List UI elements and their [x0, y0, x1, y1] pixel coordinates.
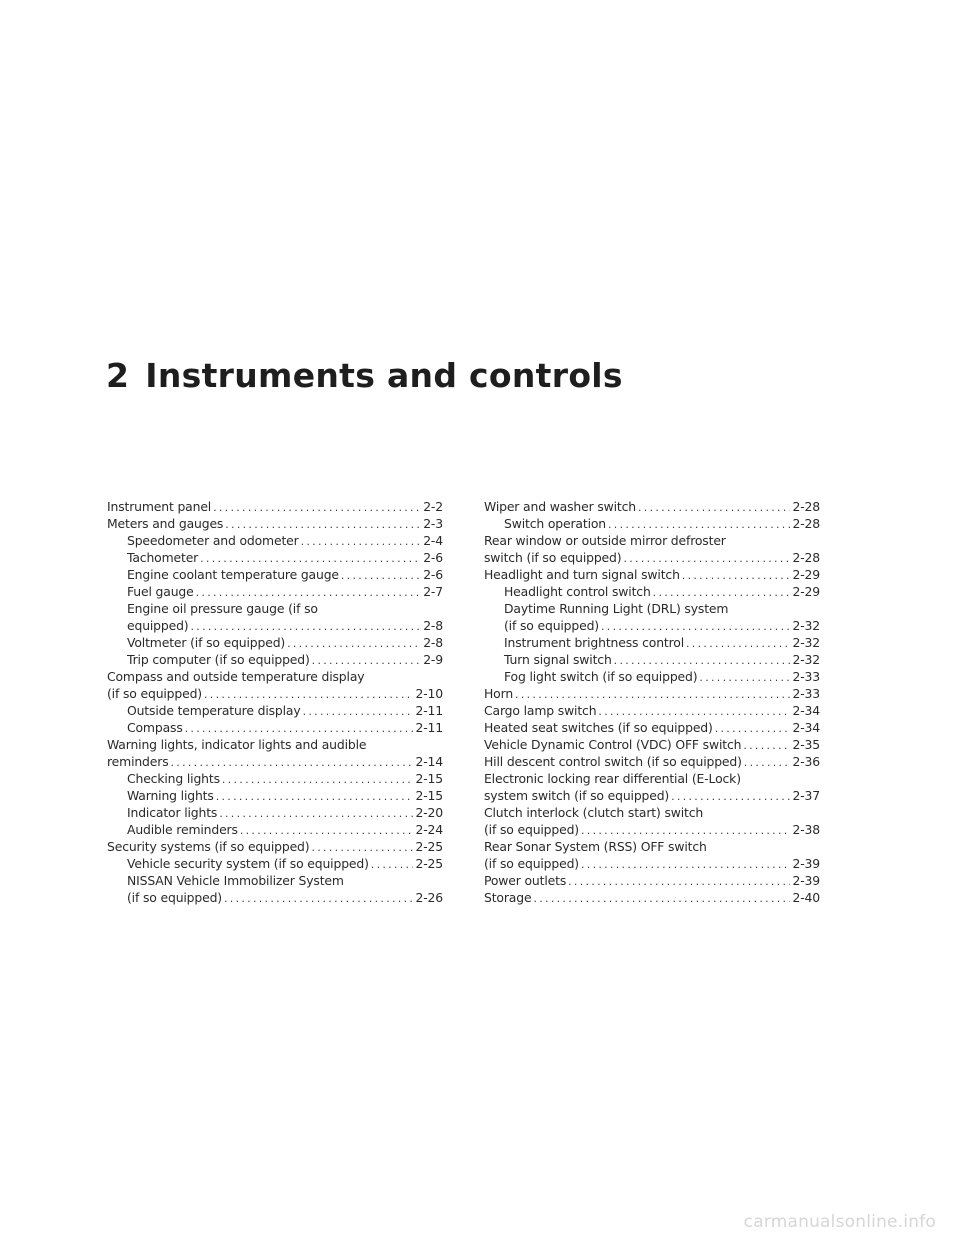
- toc-entry-label: switch (if so equipped): [484, 550, 622, 565]
- toc-leader-dots: [287, 635, 421, 652]
- toc-entry: [107, 600, 443, 617]
- toc-entry-page: 2-8: [423, 618, 443, 633]
- toc-entry-label: NISSAN Vehicle Immobilizer System: [127, 873, 344, 888]
- toc-entry-label: Switch operation: [504, 516, 606, 531]
- toc-leader-dots: [533, 890, 790, 907]
- toc-entry-label: Vehicle Dynamic Control (VDC) OFF switch: [484, 737, 742, 752]
- toc-entry-page: 2-32: [792, 652, 820, 667]
- toc-leader-dots: [240, 822, 414, 839]
- toc-entry-label: Warning lights, indicator lights and audible: [107, 737, 367, 752]
- toc-entry-page: 2-9: [423, 652, 443, 667]
- toc-leader-dots: [601, 618, 790, 635]
- toc-entry-label: Voltmeter (if so equipped): [127, 635, 286, 650]
- toc-entry[interactable]: [484, 651, 820, 668]
- toc-leader-dots: [653, 584, 791, 601]
- toc-leader-dots: [191, 618, 422, 635]
- toc-entry[interactable]: [484, 566, 820, 583]
- toc-entry[interactable]: [107, 804, 443, 821]
- toc-right-column: [484, 498, 820, 906]
- toc-entry-label: Outside temperature display: [127, 703, 301, 718]
- toc-leader-dots: [303, 703, 414, 720]
- toc-entry[interactable]: [484, 583, 820, 600]
- toc-entry[interactable]: [484, 702, 820, 719]
- toc-entry-page: 2-33: [792, 686, 820, 701]
- toc-entry[interactable]: [107, 549, 443, 566]
- toc-entry-page: 2-2: [423, 499, 443, 514]
- toc-entry[interactable]: [107, 515, 443, 532]
- toc-entry-page: 2-28: [792, 550, 820, 565]
- toc-entry[interactable]: [107, 566, 443, 583]
- toc-leader-dots: [225, 516, 421, 533]
- toc-entry-label: Checking lights: [127, 771, 220, 786]
- toc-leader-dots: [743, 737, 790, 754]
- toc-entry-label: Indicator lights: [127, 805, 218, 820]
- toc-leader-dots: [371, 856, 414, 873]
- watermark: carmanualsonline.info: [743, 1212, 936, 1232]
- toc-leader-dots: [744, 754, 791, 771]
- toc-entry-page: 2-8: [423, 635, 443, 650]
- toc-entry-label: Turn signal switch: [504, 652, 612, 667]
- toc-entry[interactable]: [107, 838, 443, 855]
- toc-entry-label: (if so equipped): [504, 618, 599, 633]
- toc-entry[interactable]: [484, 872, 820, 889]
- toc-leader-dots: [341, 567, 421, 584]
- toc-entry[interactable]: [107, 821, 443, 838]
- toc-entry-page: 2-3: [423, 516, 443, 531]
- toc-entry-label: Storage: [484, 890, 532, 905]
- toc-entry[interactable]: [107, 685, 443, 702]
- toc-entry-label: Fog light switch (if so equipped): [504, 669, 698, 684]
- toc-entry[interactable]: [484, 685, 820, 702]
- toc-entry-page: 2-26: [415, 890, 443, 905]
- toc-entry-page: 2-28: [792, 499, 820, 514]
- toc-entry-page: 2-32: [792, 635, 820, 650]
- toc-leader-dots: [715, 720, 791, 737]
- toc-entry: [484, 804, 820, 821]
- toc-left-column: [107, 498, 443, 906]
- toc-entry-label: (if so equipped): [484, 822, 579, 837]
- toc-entry-label: equipped): [127, 618, 189, 633]
- toc-entry-page: 2-29: [792, 584, 820, 599]
- toc-entry-label: Power outlets: [484, 873, 567, 888]
- toc-entry-label: Rear window or outside mirror defroster: [484, 533, 726, 548]
- toc-leader-dots: [623, 550, 790, 567]
- toc-leader-dots: [686, 635, 790, 652]
- toc-entry-page: 2-37: [792, 788, 820, 803]
- toc-leader-dots: [301, 533, 422, 550]
- toc-entry[interactable]: [484, 549, 820, 566]
- toc-entry-label: Instrument brightness control: [504, 635, 685, 650]
- toc-leader-dots: [196, 584, 422, 601]
- toc-entry[interactable]: [484, 855, 820, 872]
- toc-entry[interactable]: [484, 634, 820, 651]
- toc-leader-dots: [224, 890, 413, 907]
- toc-entry-page: 2-11: [415, 703, 443, 718]
- toc-entry-page: 2-11: [415, 720, 443, 735]
- toc-entry-label: Speedometer and odometer: [127, 533, 299, 548]
- toc-entry-label: Meters and gauges: [107, 516, 224, 531]
- toc-entry-page: 2-34: [792, 720, 820, 735]
- toc-entry-label: Trip computer (if so equipped): [127, 652, 310, 667]
- toc-entry-label: Clutch interlock (clutch start) switch: [484, 805, 704, 820]
- toc-entry: [107, 736, 443, 753]
- toc-leader-dots: [200, 550, 421, 567]
- toc-entry[interactable]: [107, 634, 443, 651]
- toc-entry-label: Compass and outside temperature display: [107, 669, 365, 684]
- toc-entry-page: 2-6: [423, 567, 443, 582]
- toc-entry-label: Vehicle security system (if so equipped): [127, 856, 369, 871]
- toc-entry-page: 2-39: [792, 873, 820, 888]
- toc-entry-page: 2-15: [415, 788, 443, 803]
- toc-entry: [107, 872, 443, 889]
- toc-entry-page: 2-39: [792, 856, 820, 871]
- toc-leader-dots: [614, 652, 791, 669]
- toc-entry[interactable]: [484, 617, 820, 634]
- toc-entry-page: 2-7: [423, 584, 443, 599]
- toc-leader-dots: [213, 499, 421, 516]
- toc-entry-label: Headlight and turn signal switch: [484, 567, 680, 582]
- toc-entry: [484, 838, 820, 855]
- toc-leader-dots: [515, 686, 790, 703]
- toc-entry[interactable]: [107, 855, 443, 872]
- toc-entry-page: 2-15: [415, 771, 443, 786]
- toc-leader-dots: [608, 516, 790, 533]
- toc-leader-dots: [171, 754, 414, 771]
- toc-leader-dots: [581, 822, 790, 839]
- toc-leader-dots: [638, 499, 790, 516]
- toc-entry-label: (if so equipped): [107, 686, 202, 701]
- chapter-title: [106, 356, 623, 395]
- chapter-title-text: Instruments and controls: [145, 356, 623, 395]
- toc-entry-page: 2-32: [792, 618, 820, 633]
- toc-entry: [484, 770, 820, 787]
- toc-entry-label: Electronic locking rear differential (E-Lock): [484, 771, 741, 786]
- toc-entry[interactable]: [107, 498, 443, 515]
- toc-entry-page: 2-28: [792, 516, 820, 531]
- toc-entry-page: 2-35: [792, 737, 820, 752]
- toc-leader-dots: [598, 703, 790, 720]
- toc-entry-label: Warning lights: [127, 788, 214, 803]
- toc-entry-label: (if so equipped): [484, 856, 579, 871]
- toc-leader-dots: [216, 788, 414, 805]
- toc-entry: [107, 668, 443, 685]
- toc-entry-label: Cargo lamp switch: [484, 703, 597, 718]
- toc-entry[interactable]: [484, 821, 820, 838]
- toc-entry-label: Rear Sonar System (RSS) OFF switch: [484, 839, 707, 854]
- toc-leader-dots: [222, 771, 414, 788]
- toc-entry-page: 2-14: [415, 754, 443, 769]
- toc-entry[interactable]: [107, 719, 443, 736]
- toc-entry-label: (if so equipped): [127, 890, 222, 905]
- toc-entry[interactable]: [484, 736, 820, 753]
- toc-entry-label: Hill descent control switch (if so equipped): [484, 754, 742, 769]
- toc-leader-dots: [682, 567, 791, 584]
- toc-entry-page: 2-24: [415, 822, 443, 837]
- toc-leader-dots: [312, 652, 422, 669]
- toc-entry-label: Heated seat switches (if so equipped): [484, 720, 713, 735]
- toc-entry-page: 2-20: [415, 805, 443, 820]
- toc-entry[interactable]: [107, 532, 443, 549]
- toc-entry-label: Engine coolant temperature gauge: [127, 567, 339, 582]
- toc-leader-dots: [699, 669, 790, 686]
- toc-entry[interactable]: [484, 515, 820, 532]
- toc-leader-dots: [671, 788, 790, 805]
- toc-entry-page: 2-4: [423, 533, 443, 548]
- toc-entry-label: Audible reminders: [127, 822, 238, 837]
- toc-entry[interactable]: [484, 753, 820, 770]
- toc-entry[interactable]: [484, 889, 820, 906]
- toc-entry[interactable]: [107, 583, 443, 600]
- toc-entry-label: system switch (if so equipped): [484, 788, 670, 803]
- toc-entry-page: 2-10: [415, 686, 443, 701]
- toc-entry-label: Engine oil pressure gauge (if so: [127, 601, 318, 616]
- toc-leader-dots: [219, 805, 413, 822]
- toc-entry[interactable]: [107, 770, 443, 787]
- toc-entry[interactable]: [107, 787, 443, 804]
- toc-entry-page: 2-34: [792, 703, 820, 718]
- toc-entry-page: 2-25: [415, 856, 443, 871]
- toc-entry[interactable]: [107, 889, 443, 906]
- toc-entry-label: Daytime Running Light (DRL) system: [504, 601, 729, 616]
- toc-entry-page: 2-33: [792, 669, 820, 684]
- toc-entry: [484, 532, 820, 549]
- toc-entry-page: 2-36: [792, 754, 820, 769]
- toc-entry: [484, 600, 820, 617]
- toc-entry-label: Horn: [484, 686, 514, 701]
- toc-entry-page: 2-38: [792, 822, 820, 837]
- toc-leader-dots: [581, 856, 790, 873]
- toc-entry[interactable]: [107, 617, 443, 634]
- toc-entry-label: Fuel gauge: [127, 584, 194, 599]
- toc-entry[interactable]: [107, 651, 443, 668]
- toc-entry[interactable]: [107, 753, 443, 770]
- toc-entry-label: reminders: [107, 754, 169, 769]
- toc-leader-dots: [311, 839, 413, 856]
- toc-entry-label: Instrument panel: [107, 499, 212, 514]
- toc-entry-page: 2-40: [792, 890, 820, 905]
- toc-leader-dots: [204, 686, 413, 703]
- toc-entry-label: Headlight control switch: [504, 584, 651, 599]
- toc-entry-label: Security systems (if so equipped): [107, 839, 310, 854]
- toc-entry[interactable]: [484, 719, 820, 736]
- toc-entry-label: Wiper and washer switch: [484, 499, 636, 514]
- toc-entry-label: Tachometer: [127, 550, 199, 565]
- toc-entry-page: 2-6: [423, 550, 443, 565]
- toc-leader-dots: [568, 873, 790, 890]
- toc-entry-label: Compass: [127, 720, 183, 735]
- toc-leader-dots: [185, 720, 414, 737]
- toc-entry[interactable]: [107, 702, 443, 719]
- toc-entry[interactable]: [484, 668, 820, 685]
- toc-entry-page: 2-25: [415, 839, 443, 854]
- toc-entry-page: 2-29: [792, 567, 820, 582]
- toc-entry[interactable]: [484, 787, 820, 804]
- chapter-number: 2: [106, 356, 130, 395]
- toc-entry[interactable]: [484, 498, 820, 515]
